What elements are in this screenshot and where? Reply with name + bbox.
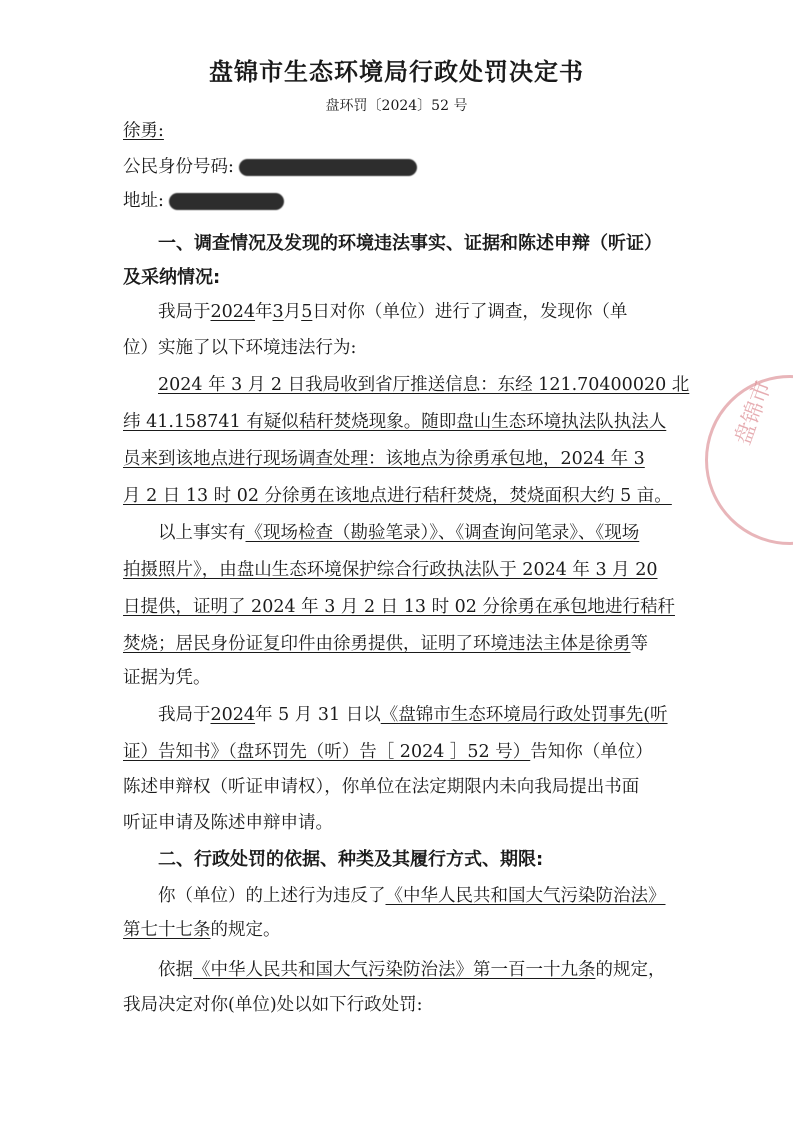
document-number: 盘环罚〔2024〕52 号 bbox=[325, 98, 468, 114]
seal-text: 盘锦市 bbox=[730, 377, 777, 449]
s2-p2-line2: 我局决定对你(单位)处以如下行政处罚: bbox=[123, 995, 423, 1015]
s2-p1-line1: 你（单位）的上述行为违反了《中华人民共和国大气污染防治法》 bbox=[158, 886, 666, 906]
s1-p3-line1: 以上事实有《现场检查（勘验笔录）》、《调查询问笔录》、《现场 bbox=[158, 523, 640, 543]
address-redaction bbox=[169, 193, 284, 210]
s1-p1-line2: 位）实施了以下环境违法行为: bbox=[123, 338, 357, 358]
party-name-line bbox=[123, 119, 164, 143]
address-line bbox=[123, 189, 284, 213]
id-number-label: 公民身份号码: bbox=[123, 157, 234, 177]
section1-heading-line1: 一、调查情况及发现的环境违法事实、证据和陈述申辩（听证） bbox=[158, 233, 662, 254]
s2-p1-line2: 第七十七条的规定。 bbox=[123, 920, 281, 940]
section2-heading: 二、行政处罚的依据、种类及其履行方式、期限: bbox=[158, 849, 544, 870]
s1-p4-line2: 证）告知书》（盘环罚先（听）告［ 2024 ］52 号）告知你（单位） bbox=[123, 742, 653, 762]
address-label: 地址: bbox=[123, 191, 164, 211]
s1-p2-line2: 纬 41.158741 有疑似秸秆焚烧现象。随即盘山生态环境执法队执法人 bbox=[123, 412, 667, 432]
s1-p3-line4: 焚烧；居民身份证复印件由徐勇提供，证明了环境违法主体是徐勇等 bbox=[123, 634, 648, 654]
id-number-redaction bbox=[239, 159, 417, 176]
s2-p2-line1: 依据《中华人民共和国大气污染防治法》第一百一十九条的规定， bbox=[158, 960, 666, 980]
s1-p4-line4: 听证申请及陈述申辩申请。 bbox=[123, 813, 333, 833]
s1-p3-line5: 证据为凭。 bbox=[123, 668, 211, 688]
s1-p4-line1: 我局于2024年 5 月 31 日以《盘锦市生态环境局行政处罚事先(听 bbox=[158, 705, 668, 725]
s1-p2-line3: 员来到该地点进行现场调查处理：该地点为徐勇承包地，2024 年 3 bbox=[123, 449, 645, 469]
s1-p2-line4: 月 2 日 13 时 02 分徐勇在该地点进行秸秆焚烧，焚烧面积大约 5 亩。 bbox=[123, 486, 672, 506]
official-seal-stamp bbox=[705, 375, 793, 545]
s1-p4-line3: 陈述申辩权（听证申请权），你单位在法定期限内未向我局提出书面 bbox=[123, 777, 640, 797]
id-number-line bbox=[123, 155, 417, 179]
s1-p3-line2: 拍摄照片》，由盘山生态环境保护综合行政执法队于 2024 年 3 月 20 bbox=[123, 560, 658, 580]
party-name: 徐勇: bbox=[123, 121, 164, 141]
document-title: 盘锦市生态环境局行政处罚决定书 bbox=[209, 58, 584, 86]
s1-p1-line1: 我局于2024年3月5日对你（单位）进行了调查，发现你（单 bbox=[158, 302, 628, 322]
s1-p2-line1: 2024 年 3 月 2 日我局收到省厅推送信息：东经 121.70400020 北 bbox=[158, 375, 690, 395]
s1-p3-line3: 日提供，证明了 2024 年 3 月 2 日 13 时 02 分徐勇在承包地进行秸秆 bbox=[123, 597, 675, 617]
section1-heading-line2: 及采纳情况: bbox=[123, 267, 221, 288]
